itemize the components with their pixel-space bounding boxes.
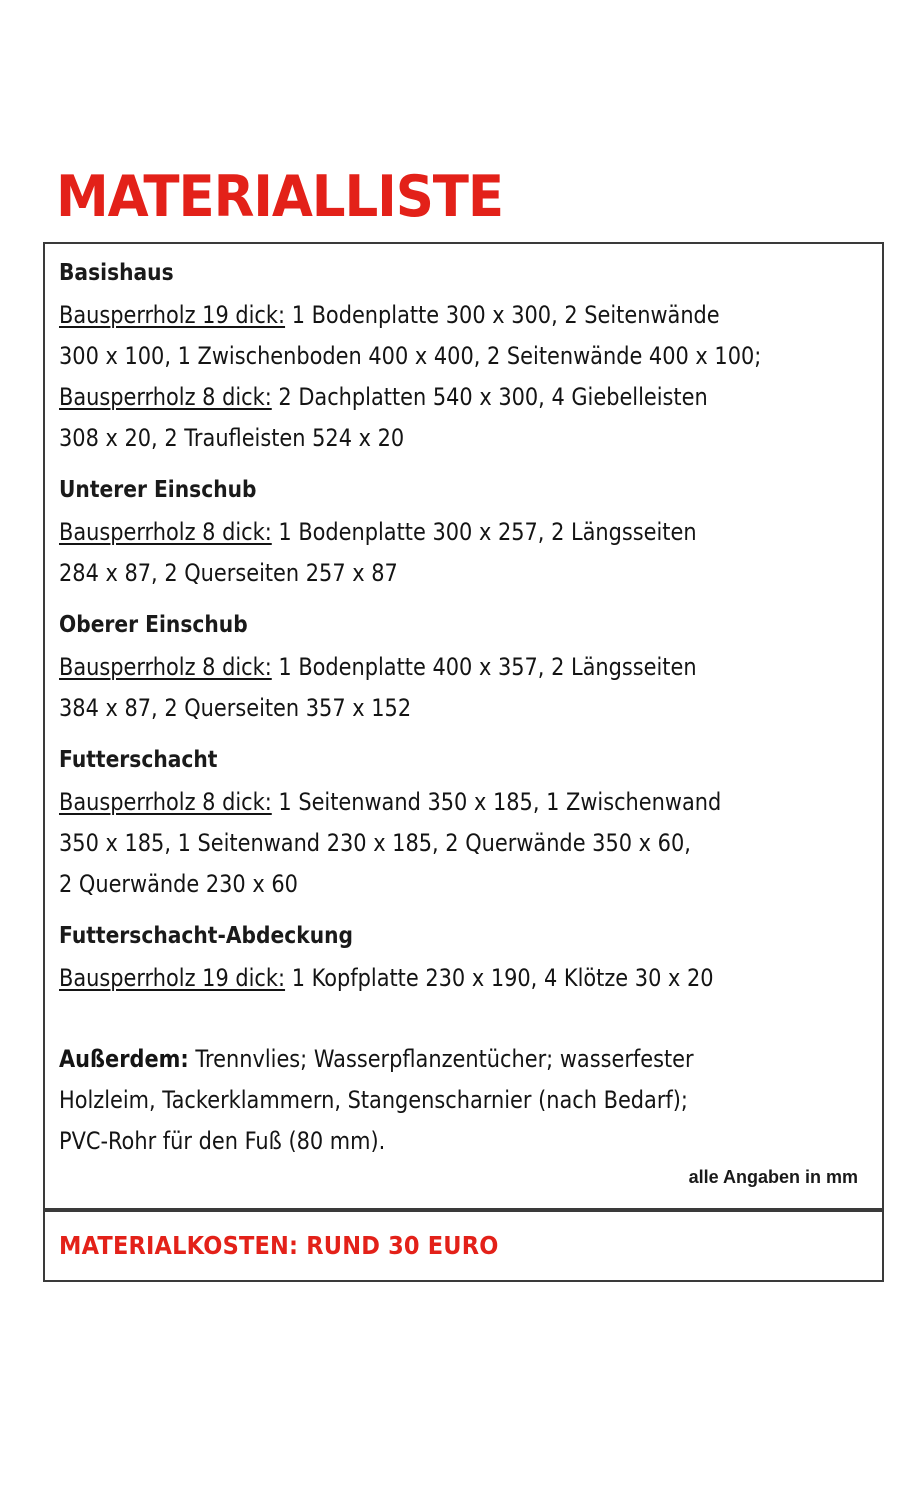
extras-label: Außerdem: — [59, 1045, 189, 1073]
entry-line: 284 x 87, 2 Querseiten 257 x 87 — [59, 559, 398, 587]
extras-text: Trennvlies; Wasserpflanzentücher; wasserfester — [188, 1045, 694, 1073]
section-body-oberer-einschub — [59, 647, 866, 729]
material-label: Bausperrholz 8 dick: — [59, 518, 272, 546]
section-heading-basishaus: Basishaus — [59, 260, 174, 286]
entry-text: 1 Seitenwand 350 x 185, 1 Zwischenwand — [271, 788, 722, 816]
section-body-unterer-einschub — [59, 512, 866, 594]
section-heading-oberer-einschub: Oberer Einschub — [59, 612, 248, 638]
entry-line — [59, 512, 866, 553]
page-title: MATERIALLISTE — [56, 164, 503, 230]
material-label: Bausperrholz 19 dick: — [59, 301, 286, 329]
entry-line: 308 x 20, 2 Traufleisten 524 x 20 — [59, 424, 405, 452]
section-body-futterschacht — [59, 782, 866, 905]
entry-line: 2 Querwände 230 x 60 — [59, 870, 298, 898]
extras-line — [59, 1039, 866, 1080]
section-body-futterschacht-abdeckung — [59, 958, 866, 999]
section-heading-unterer-einschub: Unterer Einschub — [59, 477, 257, 503]
material-list-content — [45, 244, 882, 1162]
entry-text: 2 Dachplatten 540 x 300, 4 Giebelleisten — [271, 383, 708, 411]
section-heading-futterschacht-abdeckung: Futterschacht-Abdeckung — [59, 923, 354, 949]
material-label: Bausperrholz 19 dick: — [59, 964, 286, 992]
section-heading-futterschacht: Futterschacht — [59, 747, 218, 773]
entry-line — [59, 377, 866, 418]
extras-paragraph — [59, 1039, 866, 1162]
entry-line: 350 x 185, 1 Seitenwand 230 x 185, 2 Querwände 350 x 60, — [59, 829, 691, 857]
entry-text: 1 Bodenplatte 300 x 300, 2 Seitenwände — [285, 301, 720, 329]
material-label: Bausperrholz 8 dick: — [59, 788, 272, 816]
section-body-basishaus — [59, 295, 866, 459]
extras-line: PVC-Rohr für den Fuß (80 mm). — [59, 1127, 386, 1155]
unit-note: alle Angaben in mm — [688, 1167, 858, 1187]
entry-line: 384 x 87, 2 Querseiten 357 x 152 — [59, 694, 412, 722]
extras-line: Holzleim, Tackerklammern, Stangenscharnier (nach Bedarf); — [59, 1086, 688, 1114]
material-cost-line: MATERIALKOSTEN: RUND 30 EURO — [59, 1231, 499, 1260]
entry-text: 1 Kopfplatte 230 x 190, 4 Klötze 30 x 20 — [285, 964, 714, 992]
entry-text: 1 Bodenplatte 300 x 257, 2 Längsseiten — [271, 518, 697, 546]
entry-line — [59, 958, 866, 999]
entry-line — [59, 647, 866, 688]
entry-line: 300 x 100, 1 Zwischenboden 400 x 400, 2 Seitenwände 400 x 100; — [59, 342, 762, 370]
entry-line — [59, 295, 866, 336]
entry-text: 1 Bodenplatte 400 x 357, 2 Längsseiten — [271, 653, 697, 681]
material-label: Bausperrholz 8 dick: — [59, 653, 272, 681]
entry-line — [59, 782, 866, 823]
material-label: Bausperrholz 8 dick: — [59, 383, 272, 411]
footer-divider — [45, 1208, 882, 1212]
material-list-box — [43, 242, 884, 1282]
